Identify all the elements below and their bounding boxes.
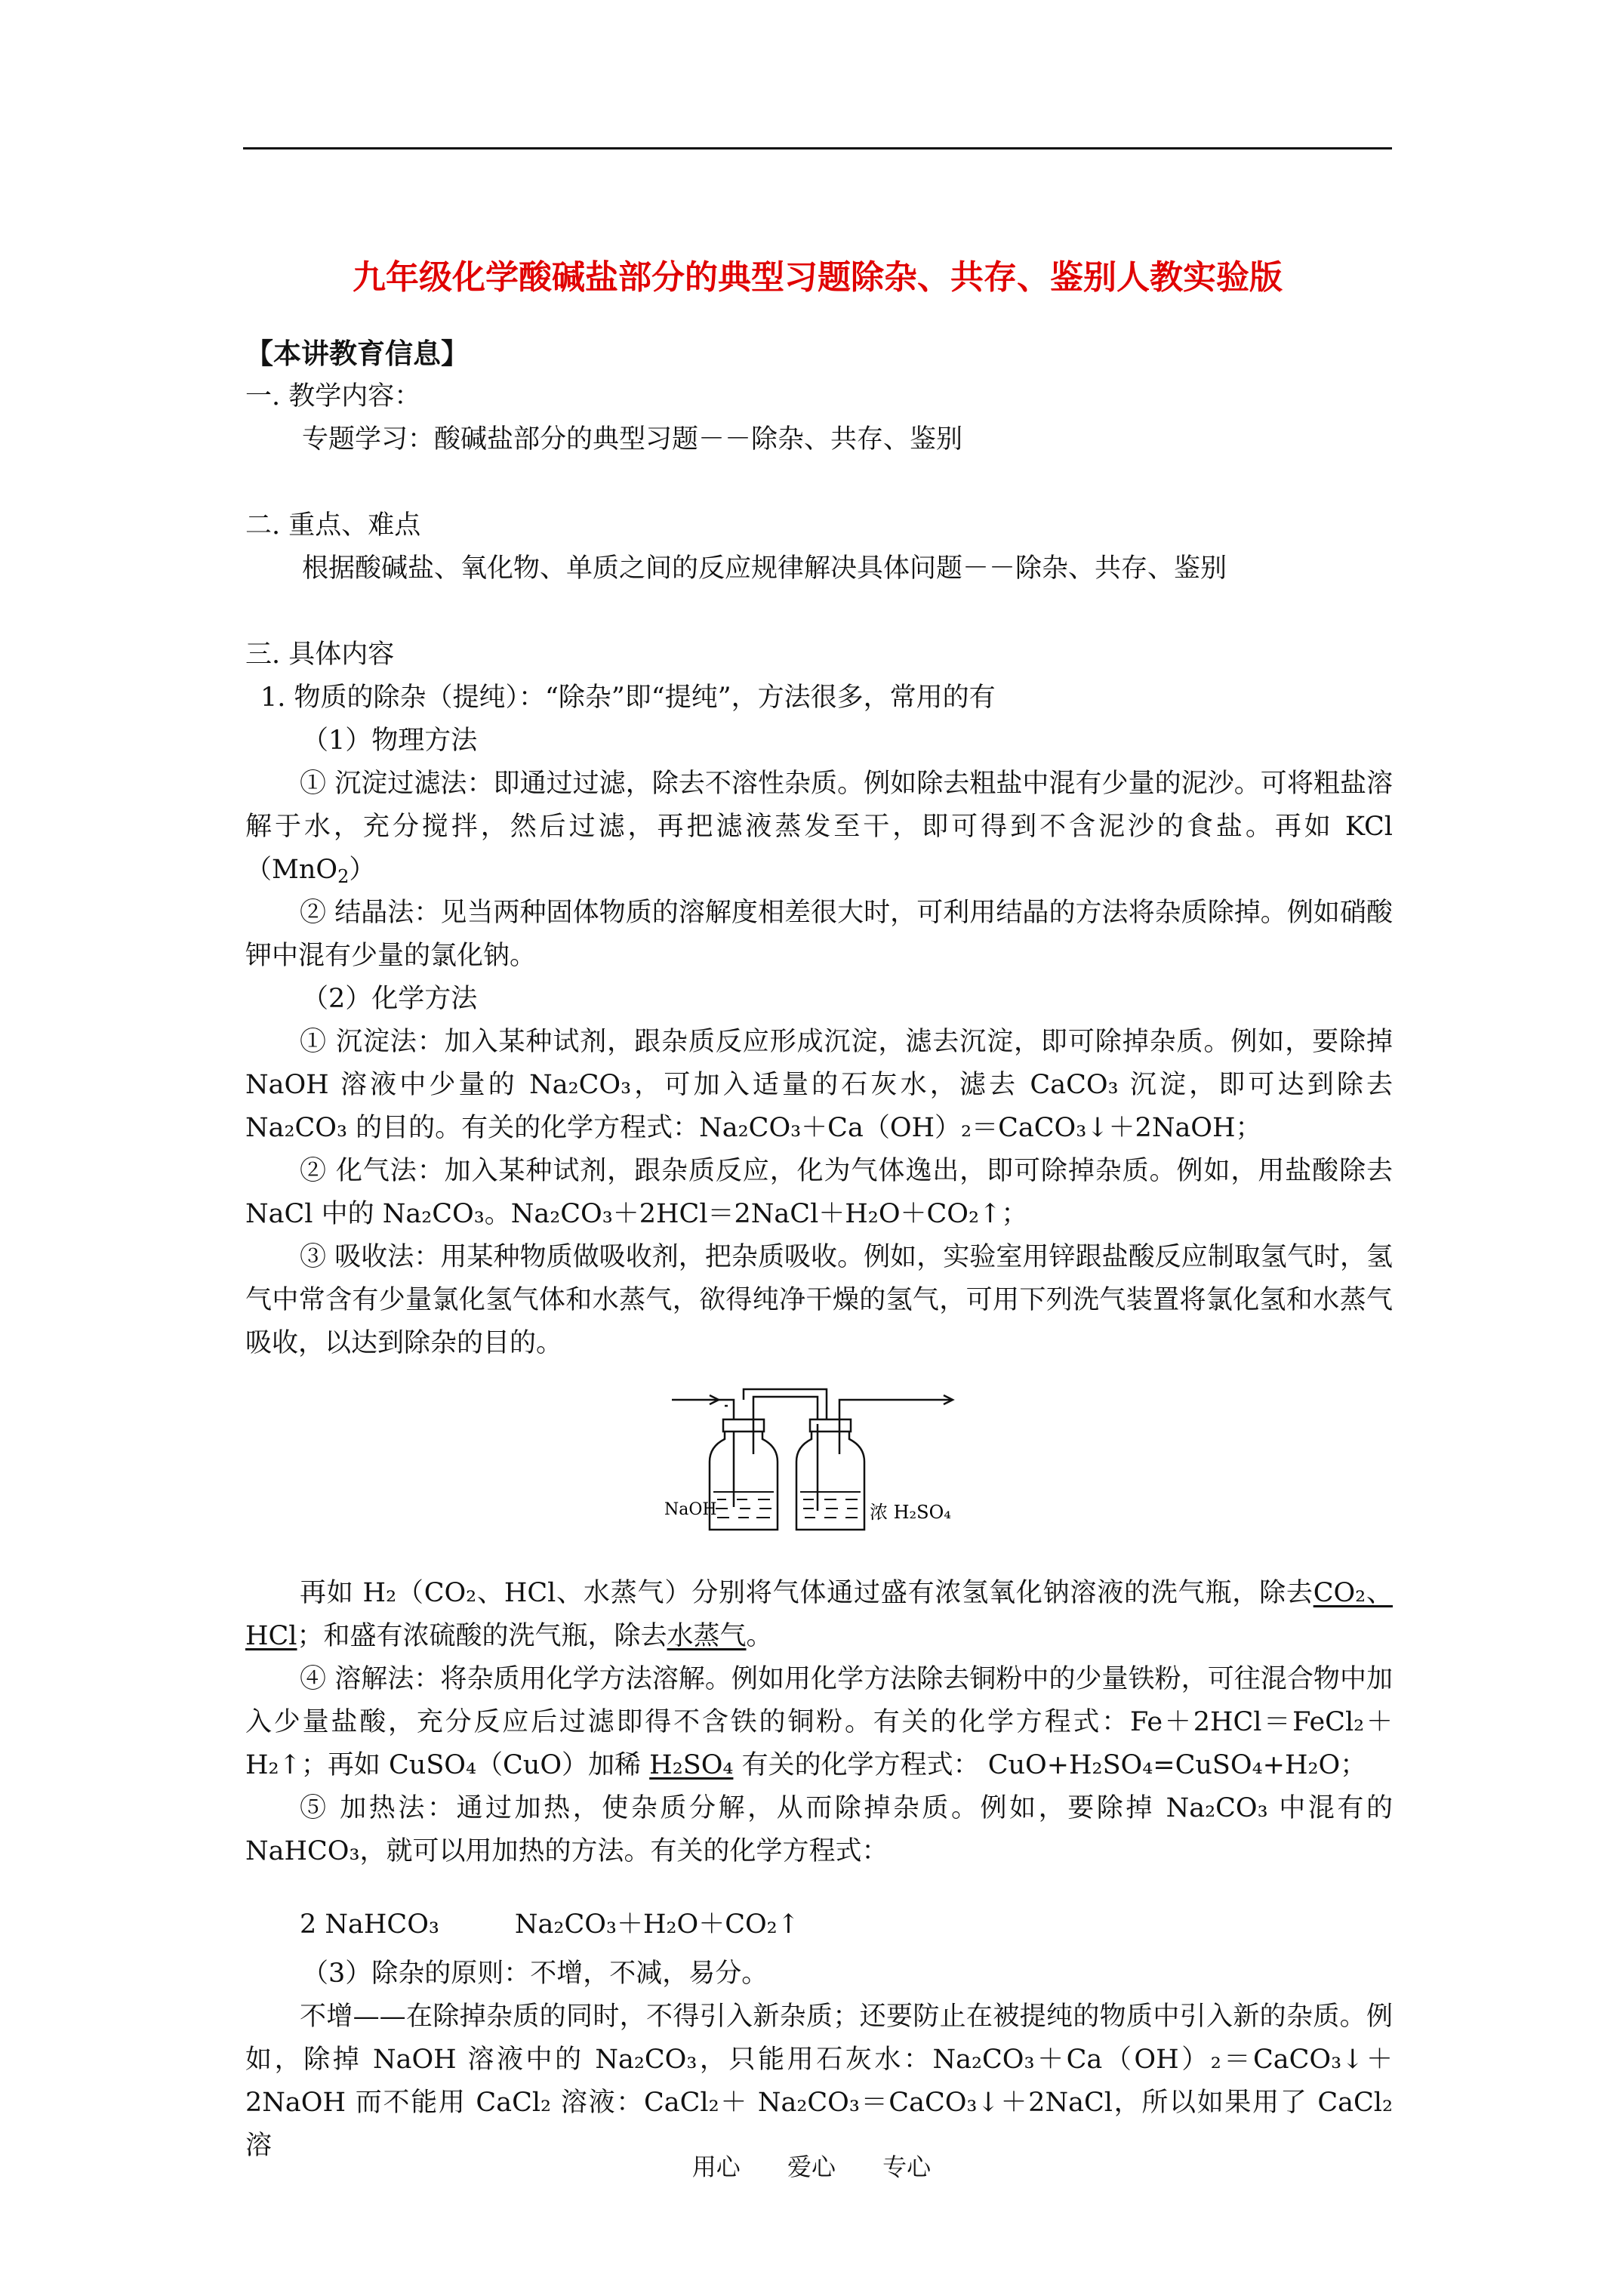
footer-text-1: 用心 (691, 2153, 741, 2181)
paragraph-principle: 不增——在除掉杂质的同时，不得引入新杂质；还要防止在被提纯的物质中引入新的杂质。例如，除掉 NaOH 溶液中的 Na₂CO₃，只能用石灰水：Na₂CO₃＋Ca（OH）₂＝CaCO₃↓＋2NaOH 而不能用 CaCl₂ 溶液：CaCl₂＋ Na₂CO₃＝CaCO₃↓＋2NaCl，所以如果用了 CaCl₂ 溶 (245, 2002, 1393, 2161)
paragraph-dissolution: ④ 溶解法：将杂质用化学方法溶解。例如用化学方法除去铜粉中的少量铁粉，可往混合物中加入少量盐酸，充分反应后过滤即得不含铁的铜粉。有关的化学方程式：Fe＋2HCl＝FeCl₂＋H₂↑；再如 CuSO₄（CuO）加稀 H₂SO₄ 有关的化学方程式： CuO+H₂SO₄=CuSO₄+H₂O； (245, 1664, 1393, 1780)
paragraph-gasification: ② 化气法：加入某种试剂，跟杂质反应，化为气体逸出，即可除掉杂质。例如，用盐酸除去 NaCl 中的 Na₂CO₃。Na₂CO₃＋2HCl＝2NaCl＋H₂O＋CO₂↑； (245, 1156, 1393, 1229)
paragraph-precipitation: ① 沉淀法：加入某种试剂，跟杂质反应形成沉淀，滤去沉淀，即可除掉杂质。例如，要除掉 NaOH 溶液中少量的 Na₂CO₃，可加入适量的石灰水，滤去 CaCO₃ 沉淀，即可达到除去 Na₂CO₃ 的目的。有关的化学方程式：Na₂CO₃＋Ca（OH）₂＝CaCO₃↓＋2NaOH； (245, 1027, 1393, 1143)
paragraph-filtration: ① 沉淀过滤法：即通过过滤，除去不溶性杂质。例如除去粗盐中混有少量的泥沙。可将粗盐溶解于水，充分搅拌，然后过滤，再把滤液蒸发至干，即可得到不含泥沙的食盐。再如 KCl（MnO$_2$） (245, 769, 1393, 887)
document-body (245, 332, 1393, 2168)
paragraph-absorption-example: 再如 H₂（CO₂、HCl、水蒸气）分别将气体通过盛有浓氢氧化钠溶液的洗气瓶，除去CO₂、HCl；和盛有浓硫酸的洗气瓶，除去水蒸气。 (245, 1578, 1393, 1651)
paragraph-absorption: ③ 吸收法：用某种物质做吸收剂，把杂质吸收。例如，实验室用锌跟盐酸反应制取氢气时，氢气中常含有少量氯化氢气体和水蒸气，欲得纯净干燥的氢气，可用下列洗气装置将氯化氢和水蒸气吸收，以达到除杂的目的。 (245, 1242, 1393, 1358)
h2so4-label: 浓 H₂SO₄ (870, 1502, 951, 1523)
heating-equation: 2 NaHCO₃ Na₂CO₃＋H₂O＋CO₂↑ (300, 1909, 800, 1940)
header-rule (243, 147, 1392, 149)
section-1-heading: 一. 教学内容： (245, 381, 421, 411)
info-heading: 【本讲教育信息】 (245, 337, 469, 370)
naoh-label: NaOH (664, 1500, 717, 1519)
chemical-methods-heading: （2）化学方法 (302, 984, 478, 1014)
principle-heading: （3）除杂的原则：不增，不减，易分。 (302, 1959, 768, 1989)
page-footer (0, 2148, 1623, 2183)
section-2-heading: 二. 重点、难点 (245, 510, 421, 541)
section-1-body: 专题学习：酸碱盐部分的典型习题－－除杂、共存、鉴别 (302, 424, 963, 455)
section-3-heading: 三. 具体内容 (245, 639, 395, 670)
footer-text-3: 专心 (882, 2153, 932, 2181)
item-1: 1. 物质的除杂（提纯）：“除杂”即“提纯”，方法很多，常用的有 (260, 683, 996, 713)
document-title: 九年级化学酸碱盐部分的典型习题除杂、共存、鉴别人教实验版 (353, 258, 1283, 297)
physical-methods-heading: （1）物理方法 (302, 726, 478, 756)
paragraph-heating: ⑤ 加热法：通过加热，使杂质分解，从而除掉杂质。例如，要除掉 Na₂CO₃ 中混有的 NaHCO₃，就可以用加热的方法。有关的化学方程式： (245, 1793, 1393, 1866)
gas-washing-apparatus-figure (664, 1379, 966, 1552)
footer-text-2: 爱心 (787, 2153, 836, 2181)
paragraph-crystallization: ② 结晶法：见当两种固体物质的溶解度相差很大时，可利用结晶的方法将杂质除掉。例如硝酸钾中混有少量的氯化钠。 (245, 898, 1393, 971)
section-2-body: 根据酸碱盐、氧化物、单质之间的反应规律解决具体问题－－除杂、共存、鉴别 (302, 553, 1227, 584)
